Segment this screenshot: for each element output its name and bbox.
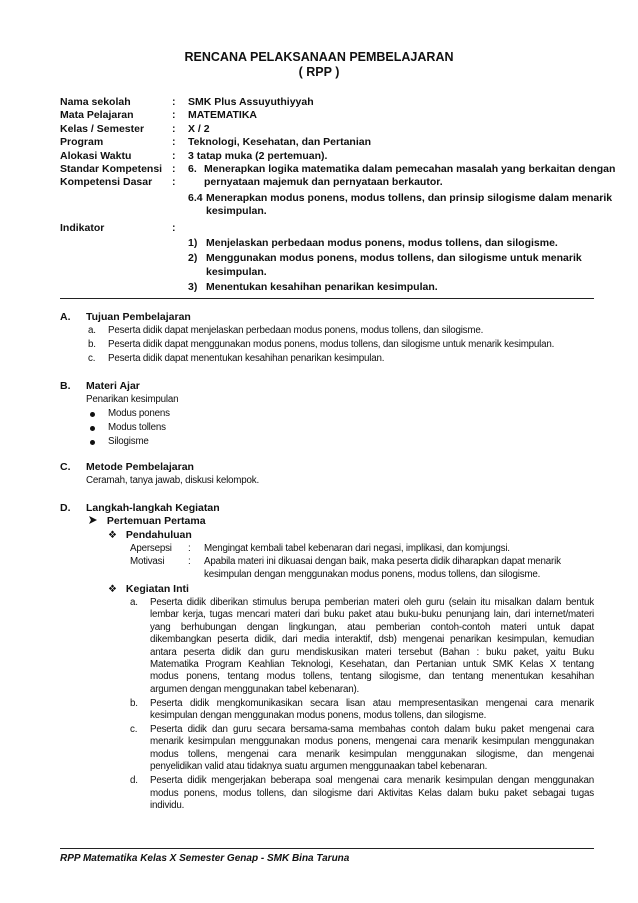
divider [60,298,594,299]
list-item: Silogisme [108,436,149,447]
colon: : [172,96,176,108]
sk-text-1: Menerapkan logika matematika dalam pemecahan masalah yang berkaitan dengan [204,163,616,175]
header-value: MATEMATIKA [188,109,258,122]
inti-text: penyelidikan valid atau tidaknya suatu argumen menggunaakan tabel kebenaran. [150,761,488,773]
inti-text: Peserta didik dan guru secara bersama-sama membahas contoh dalam buku paket mengenai cara [150,724,594,735]
motivasi-text-2: kesimpulan dengan menggunakan modus ponens, modus tollens, dan silogisme. [204,569,541,580]
section-tujuan [60,311,600,324]
list-item: Modus tollens [108,422,166,433]
indikator-number: 2) [188,252,198,265]
inti-text: antara peserta didik dan guru mendiskusikan materi tersebut (Bahan : buku paket, yaitu Buku [150,646,594,658]
document-subtitle: ( RPP ) [298,65,340,79]
inti-text: Peserta didik mengkomunikasikan secara lisan atau mempresentasikan mengenai cara menarik [150,697,594,709]
list-item: Peserta didik dapat menjelaskan perbedaan modus ponens, modus tollens, dan silogisme. [108,325,484,336]
inti-text: yang berhubungan dengan lingkungan, atau pemberian contoh-contoh materi untuk dapat [150,621,594,633]
kd-text-1: Menerapkan modus ponens, modus tollens, dan prinsip silogisme dalam menarik [206,191,613,204]
sk-number: 6. [188,163,197,175]
list-item: Peserta didik dapat menggunakan modus ponens, modus tollens, dan silogisme untuk menarik kesimpulan. [108,339,555,350]
bullet-icon [90,426,95,431]
colon: : [172,122,176,135]
list-marker: a. [88,325,96,336]
inti-text: menarik kesimpulan menggunakan modus ponens, mengenai cara menarik kesimpulan menggunakan [150,736,594,748]
section-metode [60,461,600,474]
colon: : [172,176,176,189]
colon: : [188,543,191,554]
kd-label: Kompetensi Dasar [60,176,153,189]
metode-text: Ceramah, tanya jawab, diskusi kelompok. [86,475,259,486]
colon: : [188,556,191,567]
header-info [0,96,638,296]
inti-text: Peserta didik mengerjakan beberapa soal mengenai cara menarik kesimpulan dengan menggunakan [150,775,594,787]
header-label: Program [60,136,104,149]
section-materi [60,380,600,393]
section-langkah [60,502,600,515]
footer-divider [60,848,594,849]
sk-label: Standar Kompetensi [60,163,163,175]
colon: : [172,136,176,149]
apersepsi-text: Mengingat kembali tabel kebenaran dari negasi, implikasi, dan komjungsi. [204,543,510,554]
bullet-icon [90,412,95,417]
header-value: 3 tatap muka (2 pertemuan). [188,149,328,162]
sk-text-2: pernyataan majemuk dan pernyataan berkautor. [204,176,443,189]
inti-text: dikembangkan peserta didik, dari media interaktif, dsb) mengenai penarikan kesimpulan, kemudian [150,634,594,646]
header-value: X / 2 [188,122,210,135]
indikator-number: 1) [188,237,198,249]
apersepsi-label: Apersepsi [130,543,172,554]
list-marker: d. [130,775,138,787]
header-label: Alokasi Waktu [60,149,132,162]
section-title: Langkah-langkah Kegiatan [86,502,220,514]
header-value: Teknologi, Kesehatan, dan Pertanian [188,136,372,149]
footer-text: RPP Matematika Kelas X Semester Genap - SMK Bina Taruna [60,853,350,864]
list-item: Modus ponens [108,408,170,419]
list-marker: c. [130,724,138,735]
inti-text: kesimpulan dengan menggunakan modus ponens, modus tollens, dan silogisme. [150,710,487,722]
inti-text: Peserta didik diberikan stimulus berupa pemberian materi oleh guru (selain itu misalkan dalam bentuk [150,597,594,608]
indikator-label: Indikator [60,221,105,234]
list-marker: a. [130,597,138,608]
kd-text-2: kesimpulan. [206,205,267,218]
indikator-number: 3) [188,281,198,294]
indikator-text: Menggunakan modus ponens, modus tollens, dan silogisme untuk menarik [206,252,582,265]
diamond-bullet-icon: ❖ [108,584,117,595]
inti-text: modus tollens, mengenai cara menarik kesimpulan menggunakan silogisme, dan mengenai [150,748,594,760]
list-marker: c. [88,353,96,364]
indikator-text: Menentukan kesahihan penarikan kesimpulan. [206,281,438,294]
inti-text: argumen dengan menggunakan tabel kebenaran). [150,683,360,695]
inti-text: lembar kerja, tugas mencari materi dari buku paket atau buku-buku penunjang lain, dari internet/materi [150,609,594,621]
colon: : [172,109,176,122]
indikator-text: Menjelaskan perbedaan modus ponens, modus tollens, dan silogisme. [206,237,558,249]
inti-text: modus ponens, tentang modus tollens, tentang silogisme, dan tentang menentukan kesahihan [150,671,594,683]
section-title: Tujuan Pembelajaran [86,311,191,323]
inti-heading: ❖ Kegiatan Inti [108,583,189,595]
section-letter: A. [60,311,71,323]
colon: : [172,221,176,234]
section-letter: C. [60,461,71,473]
motivasi-label: Motivasi [130,556,165,567]
section-letter: D. [60,502,71,514]
list-marker: b. [130,697,138,709]
motivasi-text-1: Apabila materi ini dikuasai dengan baik, maka peserta didik diharapkan dapat menarik [204,556,561,567]
document-title: RENCANA PELAKSANAAN PEMBELAJARAN [184,50,454,64]
bullet-icon [90,440,95,445]
diamond-bullet-icon: ❖ [108,530,117,541]
kd-number: 6.4 [188,191,203,204]
section-letter: B. [60,380,71,392]
inti-text: Matematika Program Keahlian Teknologi, Kesehatan, dan Pertanian untuk SMK Kelas X tentang [150,659,594,670]
arrow-bullet-icon [88,515,98,525]
header-label: Mata Pelajaran [60,109,134,122]
colon: : [172,163,176,175]
indikator-text: kesimpulan. [206,265,267,278]
inti-text: individu. [150,799,185,811]
header-label: Kelas / Semester [60,122,145,135]
colon: : [172,149,176,162]
section-title: Materi Ajar [86,380,140,392]
pendahuluan-heading: ❖ Pendahuluan [108,529,192,541]
section-title: Metode Pembelajaran [86,461,194,473]
inti-text: modus ponens, modus tollens, dan silogisme dari Aktivitas Kelas dalam buku paket sebagai tugas [150,787,594,799]
materi-intro: Penarikan kesimpulan [86,394,179,405]
pertemuan-heading: Pertemuan Pertama [88,515,206,528]
header-value: SMK Plus Assuyuthiyyah [188,96,314,108]
list-item: Peserta didik dapat menentukan kesahihan penarikan kesimpulan. [108,353,385,364]
list-marker: b. [88,339,96,350]
header-label: Nama sekolah [60,96,131,108]
